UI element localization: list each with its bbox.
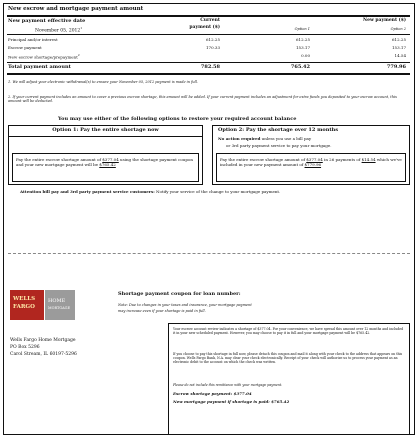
row-option2: 14.54 xyxy=(394,53,406,58)
col-option2: Option 2 xyxy=(390,27,406,31)
option1-divider xyxy=(8,136,203,137)
total-option2: 779.96 xyxy=(386,64,406,70)
row-option2: 153.17 xyxy=(392,45,406,50)
coupon-para1: Your escrow account review indicates a shortage of $377.04. For your convenience, we have spread this amount over 12 months and included it in your new scheduled payment. However, you may choose to pay it in full and your mortgage payment will be $765.42. xyxy=(173,327,404,335)
coupon-subtitle-line1: Note: Due to changes in your taxes and insurance, your mortgage payment xyxy=(118,303,252,307)
escrow-shortage-line: Escrow shortage payment: $377.04 xyxy=(173,391,252,396)
option2-amount: $377.04 xyxy=(306,157,323,162)
coupon-para2: If you choose to pay this shortage in full now, please detach this coupon and mail it along with your check to the address that appears on this coupon. Wells Fargo Bank, N.A. may clear your check electronically. Receipt of your check will authorize us to process your payment as an electronic debit to the account on which the check was written. xyxy=(173,352,403,364)
row-option1: 0.00 xyxy=(301,53,310,58)
options-heading: You may use either of the following options to restore your required account balance xyxy=(58,116,297,122)
address-line3: Carol Stream, IL 60197-5296 xyxy=(10,352,77,357)
logo-wells-text: WELLS xyxy=(13,296,36,302)
address-line2: PO Box 5296 xyxy=(10,345,40,350)
coupon-subtitle-line2: may increase even if your shortage is paid in full. xyxy=(118,309,206,313)
total-rule xyxy=(7,62,410,63)
logo-fargo-text: FARGO xyxy=(13,304,35,310)
option1-text: Pay the entire escrow shortage amount of $377.04 using the shortage payment coupon and your new mortgage payment will be $765.42 xyxy=(16,157,193,167)
option2-payment: $779.96 xyxy=(304,162,322,167)
col-current-line1: Current xyxy=(200,18,220,23)
option1-amount: $377.04 xyxy=(102,157,119,162)
home-mortgage-logo xyxy=(45,290,75,320)
row-label: Principal and/or interest xyxy=(8,37,58,42)
row-label: New escrow shortage/prepayment$^2$ xyxy=(8,53,80,60)
footnote-1: 1. We will adjust your electronic withdrawal(s) to ensure your November 05, 2012 payment is made in full. xyxy=(8,80,199,84)
header-rule xyxy=(7,34,410,35)
total-bottom-rule xyxy=(7,73,410,75)
row-option1: 612.25 xyxy=(296,37,310,42)
total-current: 782.58 xyxy=(200,64,220,70)
effective-date: November 05, 2012$^1$ xyxy=(35,26,83,34)
row-current: 170.33 xyxy=(206,45,220,50)
option1-title: Option 1: Pay the entire shortage now xyxy=(52,127,159,133)
effective-label: New payment effective date xyxy=(8,18,86,24)
col-current-line2: payment ($) xyxy=(189,25,220,30)
row-option2: 612.25 xyxy=(392,37,406,42)
option1-payment: $765.42 xyxy=(99,162,116,167)
row-label: Escrow payment xyxy=(8,45,42,50)
row-current: 612.25 xyxy=(206,37,220,42)
option2-text: Pay the entire escrow shortage amount of $377.04 in 26 payments of $14.54 which we've included in your new payment amount of $779.96 xyxy=(220,157,402,167)
option2-note-line2: or 3rd party payment service to pay your mortgage. xyxy=(226,143,332,148)
option2-per-payment: $14.54 xyxy=(361,157,376,162)
title-rule xyxy=(7,15,410,17)
col-new-payment: New payment ($) xyxy=(362,18,406,23)
option2-title: Option 2: Pay the shortage over 12 months xyxy=(218,127,339,133)
row-option1: 153.17 xyxy=(296,45,310,50)
logo-home-text: HOME xyxy=(48,298,66,304)
table-title: New escrow and mortgage payment amount xyxy=(8,6,144,12)
attention-note: Attention bill pay and 3rd party payment service customers: Notify your service of the change to your mortgage payment. xyxy=(20,189,281,194)
coupon-para3: Please do not include this remittance with your mortgage payment. xyxy=(173,383,283,387)
coupon-title: Shortage payment coupon for loan number: xyxy=(118,291,241,297)
total-option1: 765.42 xyxy=(290,64,310,70)
logo-mortgage-text: MORTGAGE xyxy=(48,306,71,310)
col-option1: Option 1 xyxy=(294,27,310,31)
total-label: Total payment amount xyxy=(8,64,71,70)
coupon-info-box xyxy=(168,323,410,435)
new-payment-line: New mortgage payment if shortage is paid: $765.42 xyxy=(173,399,290,404)
address-line1: Wells Fargo Home Mortgage xyxy=(10,338,76,343)
detach-line xyxy=(8,253,410,254)
footnote-2: 2. If your current payment includes an amount to cover a previous escrow shortage, this amount will be added. If your current payment includes an adjustment for extra funds you deposited to your escrow account, this amount will be deducted. xyxy=(8,95,397,104)
option2-note: No action required unless you use a bill pay xyxy=(218,136,312,141)
